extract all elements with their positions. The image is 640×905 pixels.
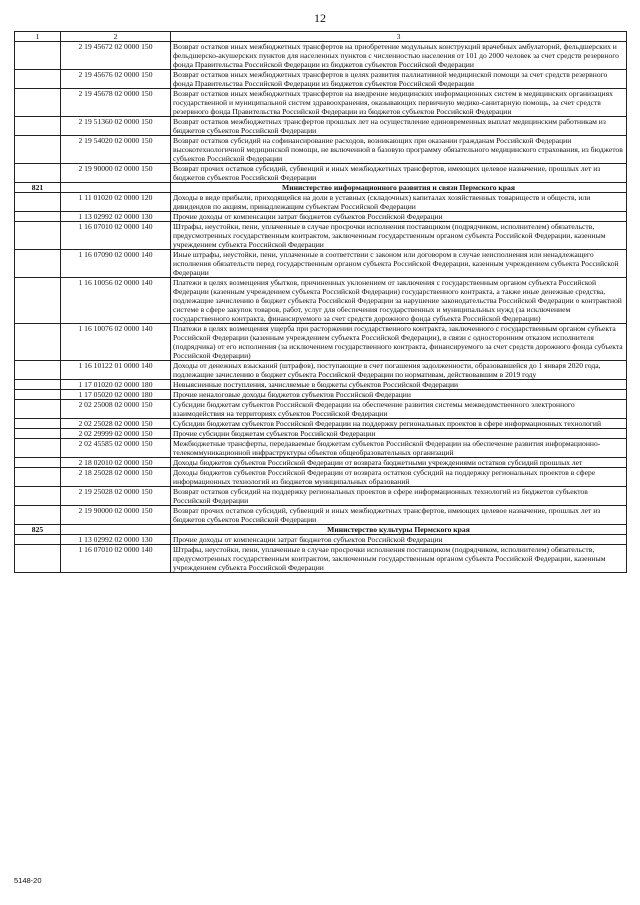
revenue-code: 1 13 02992 02 0000 130 [61,212,171,222]
column-header-row [15,32,627,42]
revenue-description: Доходы бюджетов субъектов Российской Федерации от возврата остатков субсидий на поддержку региональных проектов в сфере информационных технологий из бюджетов муниципальных образований [171,468,627,487]
revenue-code: 1 16 07090 02 0000 140 [61,250,171,278]
revenue-description: Возврат остатков иных межбюджетных трансфертов в целях развития паллиативной медицинской помощи за счет средств резервного фонда Правительства Российской Федерации из бюджетов субъектов Российской Федерации [171,70,627,89]
revenue-description: Субсидии бюджетам субъектов Российской Федерации на обеспечение развития системы межведомственного электронного взаимодействия на территориях субъектов Российской Федерации [171,400,627,419]
table-row [15,390,627,400]
table-row [15,164,627,183]
table-body [15,32,627,573]
document-code: 5148-20 [14,876,42,885]
revenue-description: Прочие доходы от компенсации затрат бюджетов субъектов Российской Федерации [171,212,627,222]
admin-code-cell [15,70,61,89]
admin-code-cell [15,361,61,380]
admin-code-cell [15,487,61,506]
admin-code-cell [15,468,61,487]
table-row [15,535,627,545]
admin-code-cell [15,506,61,525]
page-number: 12 [314,11,326,25]
ministry-name: Министерство информационного развития и связи Пермского края [171,183,627,193]
revenue-code: 2 19 45672 02 0000 150 [61,42,171,70]
revenue-description: Возврат остатков иных межбюджетных трансфертов на внедрение медицинских информационных систем в медицинских организациях государственной и муниципальной систем здравоохранения, оказывающих первичную медико-санитарную помощь, за счет средств резервного фонда Правительства Российской Федерации из бюджетов субъектов Российской Федерации [171,89,627,117]
revenue-description: Возврат остатков иных межбюджетных трансфертов на приобретение модульных конструкций врачебных амбулаторий, фельдшерских и фельдшерско-акушерских пунктов для населенных пунктов с численностью населения от 101 до 2000 человек за счет средств резервного фонда Правительства Российской Федерации из бюджетов субъектов Российской Федерации [171,42,627,70]
ministry-code-spacer [61,525,171,535]
table-row [15,439,627,458]
revenue-description: Возврат остатков субсидий на поддержку региональных проектов в сфере информационных технологий из бюджетов субъектов Российской Федерации [171,487,627,506]
revenue-codes-table [14,31,627,573]
table-row [15,42,627,70]
table-row [15,212,627,222]
revenue-code: 2 18 02010 02 0000 150 [61,458,171,468]
admin-code-cell [15,89,61,117]
table-row [15,89,627,117]
table-row [15,380,627,390]
revenue-description: Доходы бюджетов субъектов Российской Федерации от возврата бюджетными учреждениями остатков субсидий прошлых лет [171,458,627,468]
admin-code-cell [15,164,61,183]
table-row [15,250,627,278]
table-row [15,193,627,212]
revenue-code: 1 13 02992 02 0000 130 [61,535,171,545]
revenue-description: Субсидии бюджетам субъектов Российской Федерации на поддержку региональных проектов в сфере информационных технологий [171,419,627,429]
table-row [15,429,627,439]
revenue-code: 2 19 54020 02 0000 150 [61,136,171,164]
table-row [15,117,627,136]
revenue-code: 2 19 25028 02 0000 150 [61,487,171,506]
table-row [15,419,627,429]
ministry-code: 825 [15,525,61,535]
admin-code-cell [15,250,61,278]
admin-code-cell [15,458,61,468]
revenue-description: Платежи в целях возмещения убытков, причиненных уклонением от заключения с государственным органом субъекта Российской Федерации (казенным учреждением субъекта Российской Федерации) государственного контракта, а также иные денежные средства, подлежащие зачислению в бюджет субъекта Российской Федерации за нарушение законодательства Российской Федерации о контрактной системе в сфере закупок товаров, работ, услуг для обеспечения государственных и муниципальных нужд (за исключением государственного контракта, финансируемого за счет средств дорожного фонда субъекта Российской Федерации) [171,278,627,324]
admin-code-cell [15,136,61,164]
admin-code-cell [15,545,61,573]
admin-code-cell [15,429,61,439]
table-row [15,468,627,487]
revenue-description: Иные штрафы, неустойки, пени, уплаченные в соответствии с законом или договором в случае неисполнения или ненадлежащего исполнения обязательств перед государственным органом субъекта Российской Федерации, казенным учреждением субъекта Российской Федерации [171,250,627,278]
ministry-code: 821 [15,183,61,193]
revenue-code: 1 16 07010 02 0000 140 [61,545,171,573]
revenue-code: 2 02 29999 02 0000 150 [61,429,171,439]
revenue-code: 1 16 07010 02 0000 140 [61,222,171,250]
ministry-header-row [15,183,627,193]
revenue-code: 2 19 51360 02 0000 150 [61,117,171,136]
revenue-description: Платежи в целях возмещения ущерба при расторжении государственного контракта, заключенного с государственным органом субъекта Российской Федерации (казенным учреждением субъекта Российской Федерации), в связи с односторонним отказом исполнителя (подрядчика) от его исполнения (за исключением государственного контракта, финансируемого за счет средств дорожного фонда субъекта Российской Федерации) [171,324,627,361]
admin-code-cell [15,380,61,390]
ministry-code-spacer [61,183,171,193]
revenue-code: 1 16 10076 02 0000 140 [61,324,171,361]
revenue-code: 2 19 90000 02 0000 150 [61,164,171,183]
column-header-2: 2 [61,32,171,42]
revenue-description: Возврат прочих остатков субсидий, субвенций и иных межбюджетных трансфертов, имеющих целевое назначение, прошлых лет из бюджетов субъектов Российской Федерации [171,506,627,525]
revenue-code: 1 11 01020 02 0000 120 [61,193,171,212]
revenue-description: Прочие субсидии бюджетам субъектов Российской Федерации [171,429,627,439]
revenue-code: 1 16 10056 02 0000 140 [61,278,171,324]
revenue-code: 2 02 25008 02 0000 150 [61,400,171,419]
revenue-code: 1 17 01020 02 0000 180 [61,380,171,390]
revenue-description: Прочие доходы от компенсации затрат бюджетов субъектов Российской Федерации [171,535,627,545]
table-row [15,222,627,250]
revenue-code: 2 18 25028 02 0000 150 [61,468,171,487]
revenue-description: Доходы от денежных взысканий (штрафов), поступающие в счет погашения задолженности, образовавшейся до 1 января 2020 года, подлежащие зачислению в бюджет субъекта Российской Федерации по нормативам, действовавшим в 2019 году [171,361,627,380]
table-row [15,545,627,573]
admin-code-cell [15,117,61,136]
column-header-1: 1 [15,32,61,42]
admin-code-cell [15,324,61,361]
revenue-description: Возврат прочих остатков субсидий, субвенций и иных межбюджетных трансфертов, имеющих целевое назначение, прошлых лет из бюджетов субъектов Российской Федерации [171,164,627,183]
column-header-3: 3 [171,32,627,42]
table-row [15,487,627,506]
table-row [15,361,627,380]
revenue-description: Невыясненные поступления, зачисляемые в бюджеты субъектов Российской Федерации [171,380,627,390]
table-row [15,324,627,361]
admin-code-cell [15,42,61,70]
revenue-code: 2 02 45585 02 0000 150 [61,439,171,458]
revenue-code: 1 17 05020 02 0000 180 [61,390,171,400]
revenue-description: Межбюджетные трансферты, передаваемые бюджетам субъектов Российской Федерации на обеспечение развития информационно-телекоммуникационной инфраструктуры объектов общеобразовательных организаций [171,439,627,458]
revenue-code: 1 16 10122 01 0000 140 [61,361,171,380]
revenue-description: Возврат остатков межбюджетных трансфертов прошлых лет на осуществление единовременных выплат медицинским работникам из бюджетов субъектов Российской Федерации [171,117,627,136]
table-row [15,458,627,468]
table-row [15,278,627,324]
admin-code-cell [15,212,61,222]
admin-code-cell [15,419,61,429]
table-row [15,506,627,525]
admin-code-cell [15,390,61,400]
revenue-code: 2 19 45678 02 0000 150 [61,89,171,117]
admin-code-cell [15,193,61,212]
ministry-header-row [15,525,627,535]
admin-code-cell [15,439,61,458]
admin-code-cell [15,535,61,545]
revenue-description: Штрафы, неустойки, пени, уплаченные в случае просрочки исполнения поставщиком (подрядчиком, исполнителем) обязательств, предусмотренных государственным контрактом, заключенным государственным органом субъекта Российской Федерации, казенным учреждением субъекта Российской Федерации [171,545,627,573]
table-row [15,400,627,419]
revenue-description: Доходы в виде прибыли, приходящейся на доли в уставных (складочных) капиталах хозяйственных товариществ и обществ, или дивидендов по акциям, принадлежащим субъектам Российской Федерации [171,193,627,212]
revenue-description: Возврат остатков субсидий на софинансирование расходов, возникающих при оказании гражданам Российской Федерации высокотехнологичной медицинской помощи, не включенной в базовую программу обязательного медицинского страхования, из бюджетов субъектов Российской Федерации [171,136,627,164]
table-row [15,70,627,89]
revenue-code: 2 19 90000 02 0000 150 [61,506,171,525]
revenue-code: 2 02 25028 02 0000 150 [61,419,171,429]
table-row [15,136,627,164]
revenue-description: Прочие неналоговые доходы бюджетов субъектов Российской Федерации [171,390,627,400]
admin-code-cell [15,278,61,324]
revenue-code: 2 19 45676 02 0000 150 [61,70,171,89]
revenue-description: Штрафы, неустойки, пени, уплаченные в случае просрочки исполнения поставщиком (подрядчиком, исполнителем) обязательств, предусмотренных государственным контрактом, заключенным государственным органом субъекта Российской Федерации, казенным учреждением субъекта Российской Федерации [171,222,627,250]
ministry-name: Министерство культуры Пермского края [171,525,627,535]
admin-code-cell [15,222,61,250]
admin-code-cell [15,400,61,419]
